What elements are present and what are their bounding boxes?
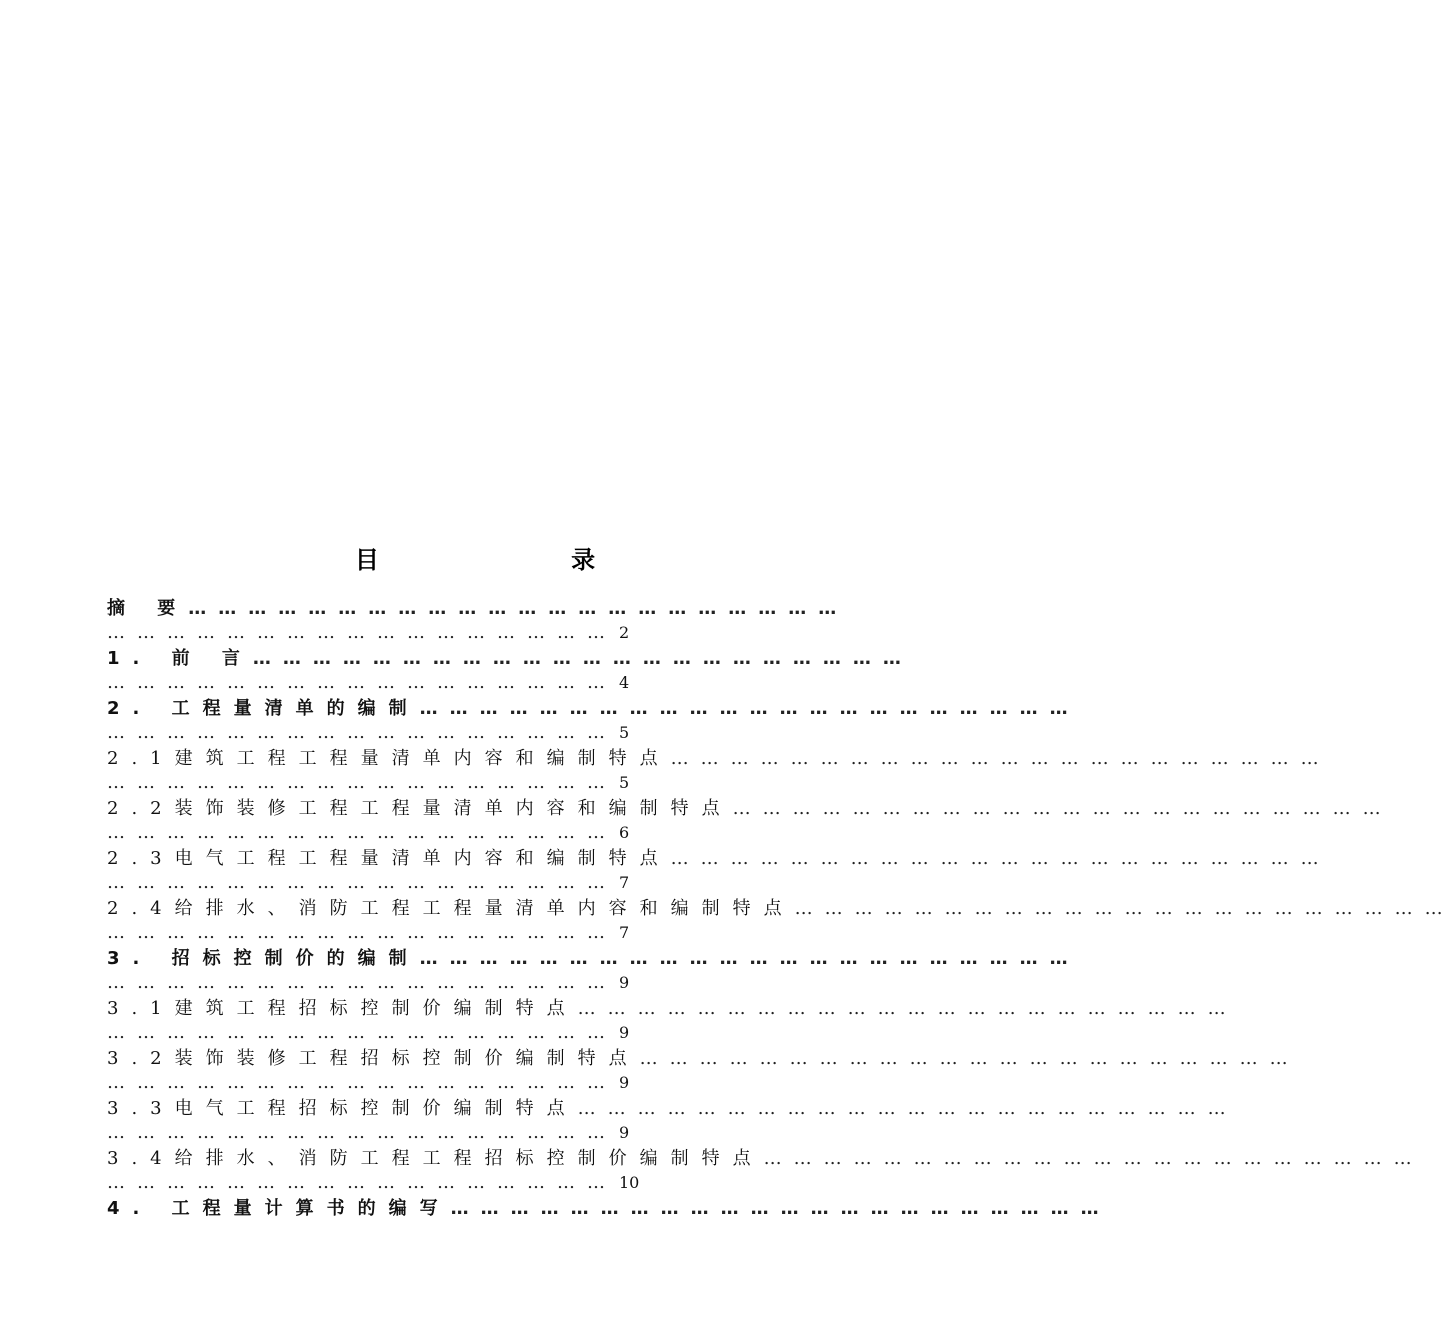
leader-dots: ………………………………………………………… <box>670 848 1331 869</box>
leader-dots: ………………………………………………………… <box>419 948 1080 969</box>
toc-entry[interactable] <box>107 1044 1300 1094</box>
toc-entry[interactable] <box>107 1194 1111 1244</box>
toc-entry-label: 1. 前 言 <box>107 648 253 669</box>
leader-dots: …………………………………………… <box>107 1122 617 1143</box>
toc-page-number: 7 <box>619 923 630 942</box>
leader-dots: ………………………………………………………… <box>639 1048 1300 1069</box>
toc-entry-label: 2. 工程量清单的编制 <box>107 698 420 719</box>
toc-entry[interactable] <box>107 694 1080 744</box>
leader-dots: …………………………………………… <box>107 722 617 743</box>
toc-entry-label: 3.4给排水、消防工程工程招标控制价编制特点 <box>107 1148 764 1169</box>
toc-entry-label: 3. 招标控制价的编制 <box>107 948 420 969</box>
toc-entry-label: 4. 工程量计算书的编写 <box>107 1198 451 1219</box>
toc-entry[interactable] <box>107 894 1455 944</box>
leader-dots: ………………………………………………………… <box>252 648 913 669</box>
leader-dots: ………………………………………………………… <box>732 798 1393 819</box>
leader-dots: …………………………………………… <box>107 1022 617 1043</box>
leader-dots: ………………………………………………………… <box>419 698 1080 719</box>
toc-page-number: 6 <box>619 823 630 842</box>
toc-entry[interactable] <box>107 1144 1424 1194</box>
toc-entry[interactable] <box>107 644 913 694</box>
leader-dots: …………………………………………… <box>107 622 617 643</box>
toc-page-number: 7 <box>619 873 630 892</box>
toc-entry-label: 2.2装饰装修工程工程量清单内容和编制特点 <box>107 798 733 819</box>
toc-entry[interactable] <box>107 1094 1238 1144</box>
leader-dots: ………………………………………………………… <box>794 898 1455 919</box>
toc-entry[interactable] <box>107 844 1331 894</box>
toc-entry[interactable] <box>107 994 1238 1044</box>
leader-dots: …………………………………………… <box>107 922 617 943</box>
toc-page-number: 9 <box>619 1123 630 1142</box>
leader-dots: …………………………………………… <box>107 772 617 793</box>
leader-dots: …………………………………………… <box>107 1072 617 1093</box>
toc-title: 目 录 <box>354 546 688 574</box>
toc-entry-label: 3.1建筑工程招标控制价编制特点 <box>107 998 578 1019</box>
leader-dots: ………………………………………………………… <box>763 1148 1424 1169</box>
leader-dots: ………………………………………………………… <box>188 598 849 619</box>
toc-entry[interactable] <box>107 794 1393 844</box>
toc-entry-label: 3.3电气工程招标控制价编制特点 <box>107 1098 578 1119</box>
toc-page-number: 9 <box>619 1073 630 1092</box>
toc-page-number: 5 <box>619 773 630 792</box>
toc-page-number: 2 <box>619 623 630 642</box>
leader-dots: …………………………………………… <box>107 1172 617 1193</box>
toc-entry[interactable] <box>107 944 1080 994</box>
leader-dots: ………………………………………………………… <box>670 748 1331 769</box>
table-of-contents <box>107 594 1455 1244</box>
leader-dots: …………………………………………… <box>107 872 617 893</box>
toc-entry-label: 2.1建筑工程工程量清单内容和编制特点 <box>107 748 671 769</box>
toc-entry-label: 摘 要 <box>107 598 189 619</box>
toc-entry-label: 2.3电气工程工程量清单内容和编制特点 <box>107 848 671 869</box>
toc-page-number: 10 <box>619 1173 640 1192</box>
toc-entry-label: 3.2装饰装修工程招标控制价编制特点 <box>107 1048 640 1069</box>
leader-dots: …………………………………………… <box>107 672 617 693</box>
toc-page-number: 5 <box>619 723 630 742</box>
toc-entry[interactable] <box>107 744 1331 794</box>
leader-dots: …………………………………………… <box>107 972 617 993</box>
toc-entry-label: 2.4给排水、消防工程工程量清单内容和编制特点 <box>107 898 795 919</box>
leader-dots: …………………………………………… <box>107 822 617 843</box>
toc-page-number: 9 <box>619 973 630 992</box>
leader-dots: ………………………………………………………… <box>577 1098 1238 1119</box>
leader-dots: ………………………………………………………… <box>577 998 1238 1019</box>
toc-page-number: 9 <box>619 1023 630 1042</box>
toc-page-number: 4 <box>619 673 630 692</box>
toc-entry[interactable] <box>107 594 849 644</box>
leader-dots: ………………………………………………………… <box>450 1198 1111 1219</box>
